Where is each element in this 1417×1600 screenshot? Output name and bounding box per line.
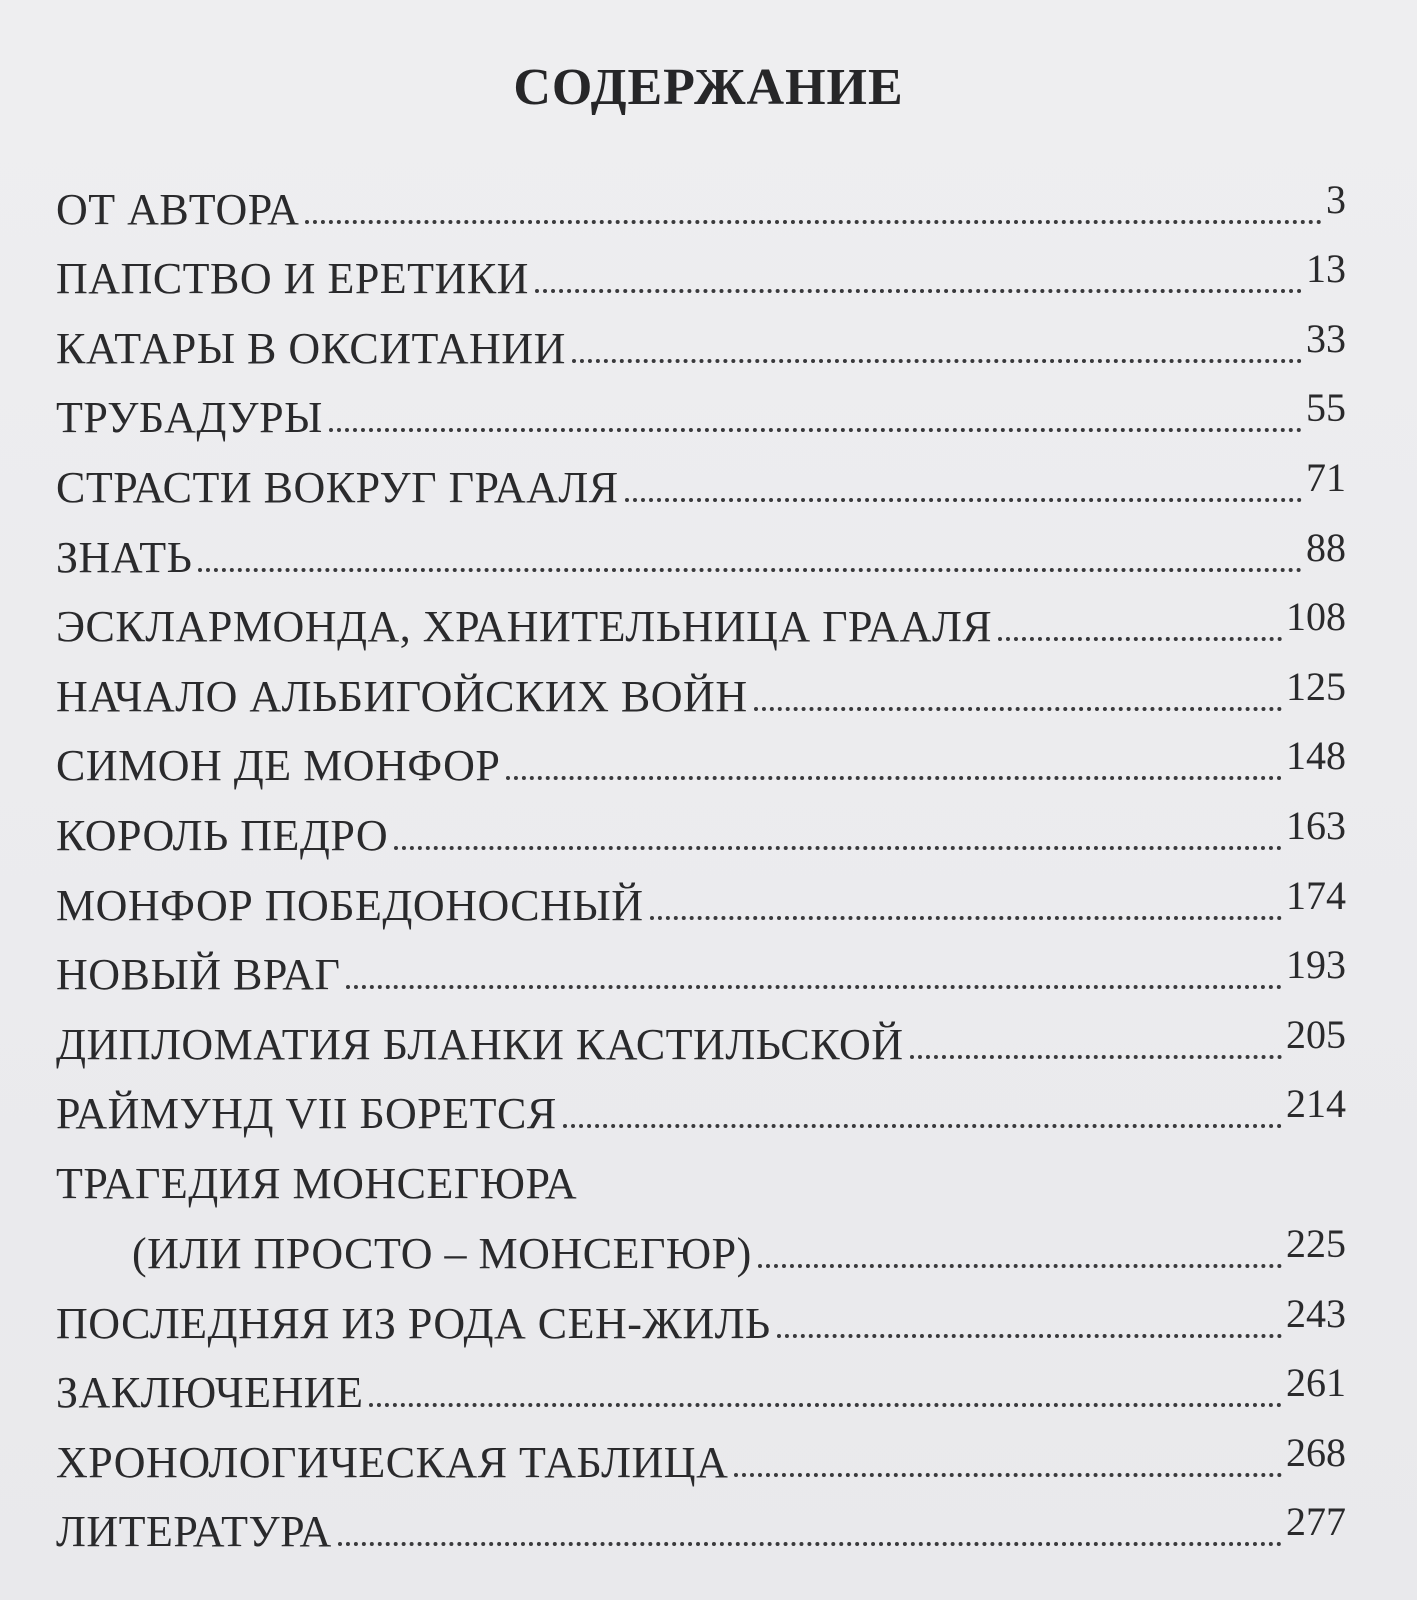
toc-entry[interactable] [56, 655, 1346, 725]
toc-entry-title: СИМОН ДЕ МОНФОР [56, 741, 501, 791]
toc-entry-page: 193 [1286, 942, 1346, 988]
toc-entry-title: ЗНАТЬ [56, 532, 193, 582]
dot-leader [998, 637, 1282, 641]
toc-entry-page: 205 [1286, 1011, 1346, 1057]
toc-entry-page: 243 [1286, 1290, 1346, 1336]
toc-entry-title: ХРОНОЛОГИЧЕСКАЯ ТАБЛИЦА [56, 1437, 729, 1487]
toc-entry[interactable] [56, 586, 1346, 656]
toc-entry-page: 71 [1306, 454, 1346, 500]
toc-entry[interactable] [56, 168, 1346, 238]
toc-entry-page: 125 [1286, 663, 1346, 709]
toc-entry-page: 33 [1306, 315, 1346, 361]
toc-entry-title: КОРОЛЬ ПЕДРО [56, 810, 389, 860]
dot-leader [650, 916, 1282, 920]
dot-leader [572, 359, 1302, 363]
dot-leader [506, 776, 1282, 780]
dot-leader [758, 1264, 1282, 1268]
toc-entry-title: ЭСКЛАРМОНДА, ХРАНИТЕЛЬНИЦА ГРААЛЯ [56, 602, 993, 652]
toc-entry-page: 268 [1286, 1429, 1346, 1475]
toc-entry[interactable] [56, 1073, 1346, 1143]
toc-entry-title: ПОСЛЕДНЯЯ ИЗ РОДА СЕН-ЖИЛЬ [56, 1298, 771, 1348]
dot-leader [625, 498, 1302, 502]
toc-entry-title: ОТ АВТОРА [56, 184, 300, 234]
dot-leader [346, 985, 1282, 989]
table-of-contents [56, 168, 1346, 1560]
toc-entry-page: 55 [1306, 385, 1346, 431]
dot-leader [734, 1473, 1282, 1477]
dot-leader [369, 1403, 1282, 1407]
dot-leader [338, 1542, 1282, 1546]
dot-leader [910, 1055, 1283, 1059]
toc-entry-page: 13 [1306, 246, 1346, 292]
toc-entry-title: ТРАГЕДИЯ МОНСЕГЮРА [56, 1159, 578, 1209]
toc-entry[interactable] [56, 794, 1346, 864]
toc-entry[interactable] [56, 307, 1346, 377]
toc-entry[interactable] [56, 725, 1346, 795]
toc-entry-page: 3 [1326, 176, 1346, 222]
dot-leader [394, 846, 1282, 850]
toc-entry-title: ПАПСТВО И ЕРЕТИКИ [56, 254, 529, 304]
toc-entry-line-2[interactable] [56, 1212, 1346, 1282]
toc-entry[interactable] [56, 516, 1346, 586]
toc-entry-page: 174 [1286, 872, 1346, 918]
toc-entry[interactable] [56, 446, 1346, 516]
dot-leader [754, 707, 1282, 711]
toc-entry-title: РАЙМУНД VII БОРЕТСЯ [56, 1089, 557, 1139]
toc-entry[interactable] [56, 377, 1346, 447]
dot-leader [535, 289, 1302, 293]
dot-leader [563, 1124, 1282, 1128]
toc-entry-title: ЗАКЛЮЧЕНИЕ [56, 1368, 364, 1418]
toc-entry-page: 277 [1286, 1499, 1346, 1545]
dot-leader [777, 1334, 1282, 1338]
toc-entry-page: 225 [1286, 1220, 1346, 1266]
page-title: СОДЕРЖАНИЕ [513, 59, 904, 116]
toc-entry-page: 88 [1306, 524, 1346, 570]
toc-entry[interactable] [56, 1282, 1346, 1352]
toc-entry-page: 108 [1286, 594, 1346, 640]
toc-entry-page: 261 [1286, 1360, 1346, 1406]
toc-entry-line-1[interactable] [56, 1142, 1346, 1212]
toc-entry[interactable] [56, 1352, 1346, 1422]
toc-entry[interactable] [56, 934, 1346, 1004]
toc-entry-title: НАЧАЛО АЛЬБИГОЙСКИХ ВОЙН [56, 671, 748, 721]
toc-entry-page: 214 [1286, 1081, 1346, 1127]
toc-entry-title: КАТАРЫ В ОКСИТАНИИ [56, 323, 566, 373]
toc-entry-title: ЛИТЕРАТУРА [56, 1507, 332, 1557]
toc-entry[interactable] [56, 1491, 1346, 1561]
toc-entry-title: ТРУБАДУРЫ [56, 393, 323, 443]
toc-entry[interactable] [56, 238, 1346, 308]
dot-leader [329, 428, 1302, 432]
toc-entry[interactable] [56, 864, 1346, 934]
toc-entry-title: НОВЫЙ ВРАГ [56, 950, 341, 1000]
toc-entry[interactable] [56, 1003, 1346, 1073]
toc-entry-title: СТРАСТИ ВОКРУГ ГРААЛЯ [56, 462, 619, 512]
toc-entry[interactable] [56, 1421, 1346, 1491]
dot-leader [198, 568, 1302, 572]
toc-entry-page: 163 [1286, 802, 1346, 848]
toc-entry-subtitle: (ИЛИ ПРОСТО – МОНСЕГЮР) [132, 1228, 752, 1278]
dot-leader [305, 220, 1322, 224]
toc-entry-title: ДИПЛОМАТИЯ БЛАНКИ КАСТИЛЬСКОЙ [56, 1019, 904, 1069]
toc-entry-title: МОНФОР ПОБЕДОНОСНЫЙ [56, 880, 644, 930]
toc-entry-page: 148 [1286, 733, 1346, 779]
